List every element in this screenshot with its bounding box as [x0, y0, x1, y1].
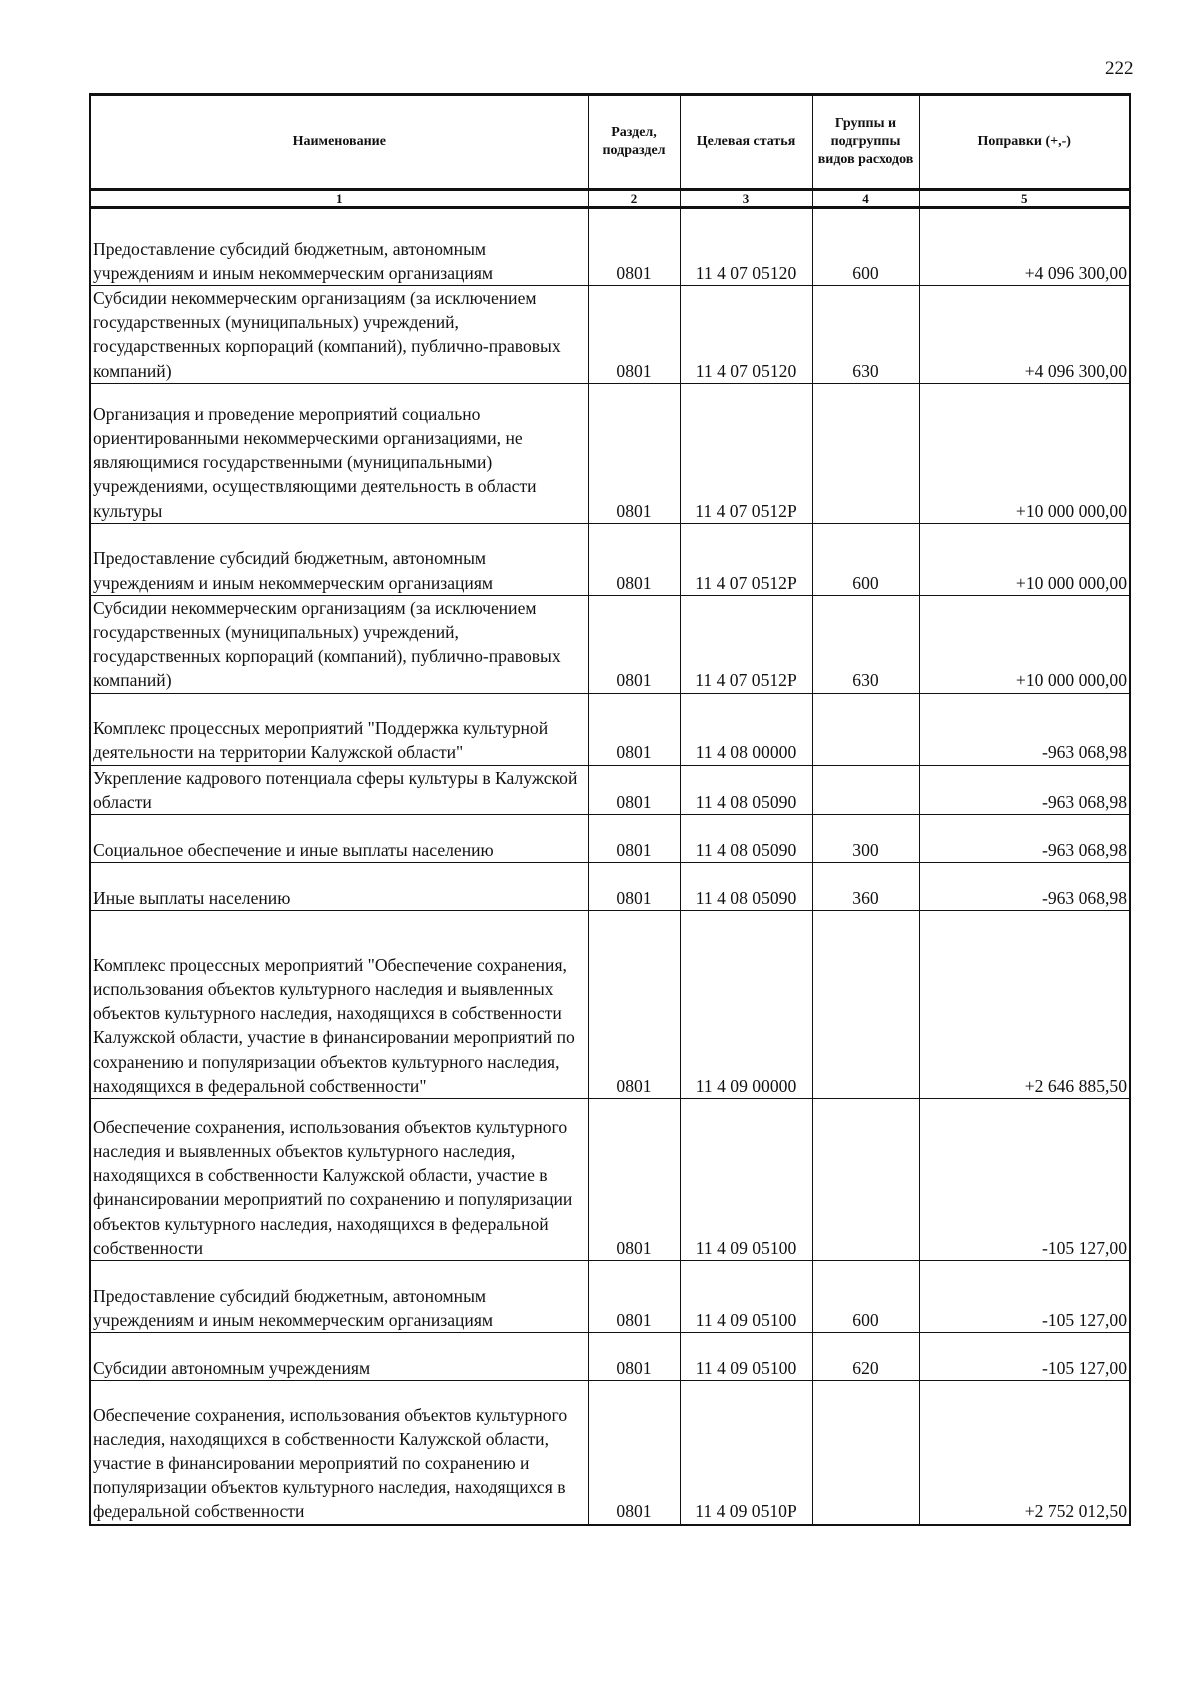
row-name: Иные выплаты населению	[90, 863, 588, 911]
row-group	[812, 911, 919, 1099]
row-amount: -963 068,98	[919, 693, 1130, 765]
table-row	[90, 765, 1130, 814]
row-article: 11 4 09 05100	[680, 1261, 812, 1333]
table-row	[90, 286, 1130, 384]
row-article: 11 4 07 0512P	[680, 595, 812, 693]
row-section: 0801	[588, 815, 680, 863]
row-name: Предоставление субсидий бюджетным, автономным учреждениям и иным некоммерческим организациям	[90, 1261, 588, 1333]
row-amount: -105 127,00	[919, 1261, 1130, 1333]
row-group	[812, 383, 919, 523]
row-name: Комплекс процессных мероприятий "Поддержка культурной деятельности на территории Калужской области"	[90, 693, 588, 765]
row-article: 11 4 07 0512P	[680, 383, 812, 523]
row-group	[812, 693, 919, 765]
table-row	[90, 1333, 1130, 1381]
row-amount: +2 752 012,50	[919, 1381, 1130, 1525]
column-number: 4	[812, 190, 919, 208]
row-name: Субсидии некоммерческим организациям (за исключением государственных (муниципальных) учреждений, государственных корпораций (компаний), публично-правовых компаний)	[90, 595, 588, 693]
row-group	[812, 1381, 919, 1525]
row-article: 11 4 08 05090	[680, 863, 812, 911]
row-amount: +4 096 300,00	[919, 208, 1130, 286]
row-name: Предоставление субсидий бюджетным, автономным учреждениям и иным некоммерческим организациям	[90, 523, 588, 595]
row-amount: +10 000 000,00	[919, 383, 1130, 523]
row-article: 11 4 09 05100	[680, 1099, 812, 1261]
row-section: 0801	[588, 765, 680, 814]
row-article: 11 4 09 00000	[680, 911, 812, 1099]
table-row	[90, 523, 1130, 595]
header-amount: Поправки (+,-)	[919, 95, 1130, 190]
row-section: 0801	[588, 595, 680, 693]
column-number: 5	[919, 190, 1130, 208]
header-section: Раздел, подраздел	[588, 95, 680, 190]
row-article: 11 4 07 05120	[680, 208, 812, 286]
row-article: 11 4 07 0512P	[680, 523, 812, 595]
row-article: 11 4 08 05090	[680, 815, 812, 863]
table-row	[90, 595, 1130, 693]
row-section: 0801	[588, 1099, 680, 1261]
table-row	[90, 815, 1130, 863]
table-row	[90, 383, 1130, 523]
row-group: 600	[812, 208, 919, 286]
table-row	[90, 208, 1130, 286]
row-article: 11 4 09 05100	[680, 1333, 812, 1381]
row-section: 0801	[588, 693, 680, 765]
row-section: 0801	[588, 208, 680, 286]
row-section: 0801	[588, 1381, 680, 1525]
row-group: 360	[812, 863, 919, 911]
column-number: 1	[90, 190, 588, 208]
row-amount: -963 068,98	[919, 765, 1130, 814]
table-row	[90, 863, 1130, 911]
row-section: 0801	[588, 1333, 680, 1381]
row-name: Комплекс процессных мероприятий "Обеспечение сохранения, использования объектов культурного наследия и выявленных объектов культурного наследия, находящихся в собственности Калужской области, участие в финансировании мероприятий по сохранению и популяризации объектов культурного наследия, находящихся в федеральной собственности"	[90, 911, 588, 1099]
row-name: Организация и проведение мероприятий социально ориентированными некоммерческими организациями, не являющимися государственными (муниципальными) учреждениями, осуществляющими деятельность в области культуры	[90, 383, 588, 523]
row-name: Субсидии некоммерческим организациям (за исключением государственных (муниципальных) учреждений, государственных корпораций (компаний), публично-правовых компаний)	[90, 286, 588, 384]
row-name: Укрепление кадрового потенциала сферы культуры в Калужской области	[90, 765, 588, 814]
row-article: 11 4 08 00000	[680, 693, 812, 765]
row-amount: +10 000 000,00	[919, 595, 1130, 693]
budget-amendments-table	[89, 93, 1131, 1526]
row-article: 11 4 08 05090	[680, 765, 812, 814]
page-number: 222	[1105, 58, 1134, 79]
table-row	[90, 1381, 1130, 1525]
row-section: 0801	[588, 523, 680, 595]
column-number: 2	[588, 190, 680, 208]
row-group	[812, 1099, 919, 1261]
row-section: 0801	[588, 286, 680, 384]
row-group: 300	[812, 815, 919, 863]
row-name: Социальное обеспечение и иные выплаты населению	[90, 815, 588, 863]
row-name: Обеспечение сохранения, использования объектов культурного наследия и выявленных объектов культурного наследия, находящихся в собственности Калужской области, участие в финансировании мероприятий по сохранению и популяризации объектов культурного наследия, находящихся в федеральной собственности	[90, 1099, 588, 1261]
row-group: 630	[812, 595, 919, 693]
row-section: 0801	[588, 911, 680, 1099]
row-group: 620	[812, 1333, 919, 1381]
row-section: 0801	[588, 383, 680, 523]
row-article: 11 4 09 0510P	[680, 1381, 812, 1525]
row-amount: -963 068,98	[919, 863, 1130, 911]
table-row	[90, 1261, 1130, 1333]
table-row	[90, 1099, 1130, 1261]
row-group: 600	[812, 1261, 919, 1333]
row-amount: +4 096 300,00	[919, 286, 1130, 384]
row-article: 11 4 07 05120	[680, 286, 812, 384]
header-group: Группы и подгруппы видов расходов	[812, 95, 919, 190]
header-article: Целевая статья	[680, 95, 812, 190]
row-name: Предоставление субсидий бюджетным, автономным учреждениям и иным некоммерческим организациям	[90, 208, 588, 286]
row-amount: -963 068,98	[919, 815, 1130, 863]
header-row	[90, 95, 1130, 190]
row-amount: +10 000 000,00	[919, 523, 1130, 595]
row-group	[812, 765, 919, 814]
row-group: 630	[812, 286, 919, 384]
table-row	[90, 693, 1130, 765]
row-amount: -105 127,00	[919, 1333, 1130, 1381]
row-group: 600	[812, 523, 919, 595]
row-amount: -105 127,00	[919, 1099, 1130, 1261]
row-amount: +2 646 885,50	[919, 911, 1130, 1099]
row-section: 0801	[588, 1261, 680, 1333]
table-row	[90, 911, 1130, 1099]
row-section: 0801	[588, 863, 680, 911]
column-number: 3	[680, 190, 812, 208]
column-number-row	[90, 190, 1130, 208]
header-name: Наименование	[90, 95, 588, 190]
row-name: Субсидии автономным учреждениям	[90, 1333, 588, 1381]
row-name: Обеспечение сохранения, использования объектов культурного наследия, находящихся в собственности Калужской области, участие в финансировании мероприятий по сохранению и популяризации объектов культурного наследия, находящихся в федеральной собственности	[90, 1381, 588, 1525]
